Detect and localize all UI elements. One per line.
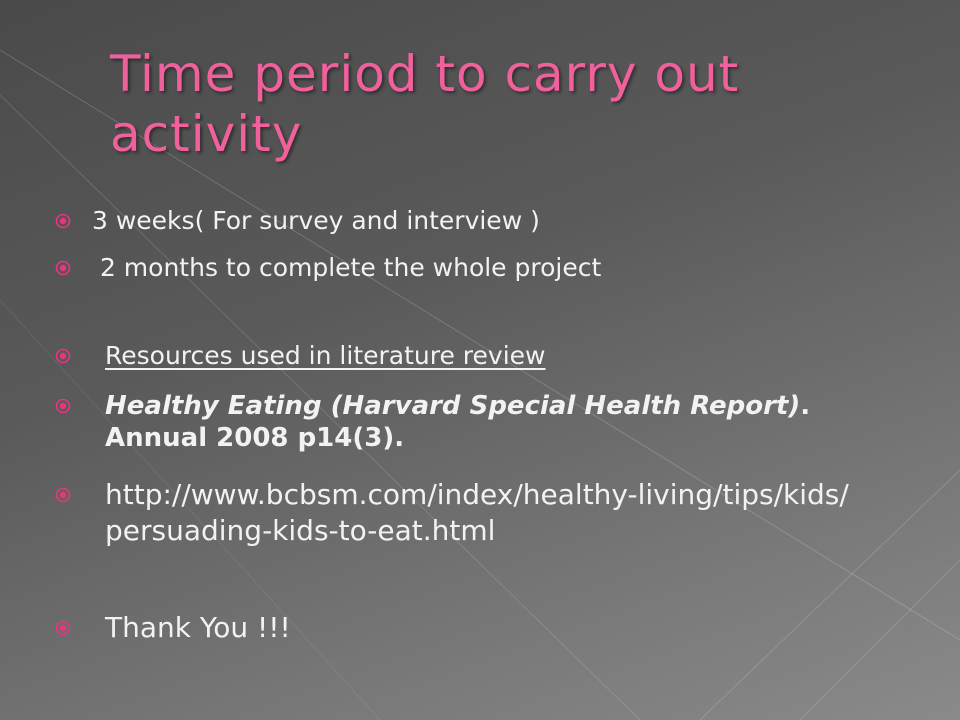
target-bullet-icon: [55, 348, 71, 364]
reference-url: http://www.bcbsm.com/index/healthy-living/tips/kids/persuading-kids-to-eat.html: [105, 478, 849, 547]
slide-title: Time period to carry out activity: [110, 45, 740, 163]
bullet-item-project-time: [55, 252, 915, 284]
reference-text: [105, 390, 855, 454]
target-bullet-icon: [55, 213, 71, 229]
target-bullet-icon: [55, 398, 71, 414]
reference-title: Healthy Eating (Harvard Special Health Report): [105, 391, 801, 421]
bullet-text: 2 months to complete the whole project: [92, 253, 602, 282]
reference-details: . Annual 2008 p14(3).: [105, 391, 829, 453]
bullet-text: Thank You !!!: [105, 611, 291, 644]
bullet-item-survey-time: [55, 205, 915, 237]
bullet-item-resources-heading: [55, 340, 915, 372]
bullet-text: Resources used in literature review: [105, 341, 546, 370]
target-bullet-icon: [55, 260, 71, 276]
target-bullet-icon: [55, 487, 71, 503]
target-bullet-icon: [55, 620, 71, 636]
bullet-text: 3 weeks( For survey and interview ): [92, 206, 540, 235]
bullet-item-thank-you: [55, 610, 915, 646]
bullet-item-reference-url: [55, 477, 855, 549]
bullet-item-reference-book: [55, 390, 855, 454]
